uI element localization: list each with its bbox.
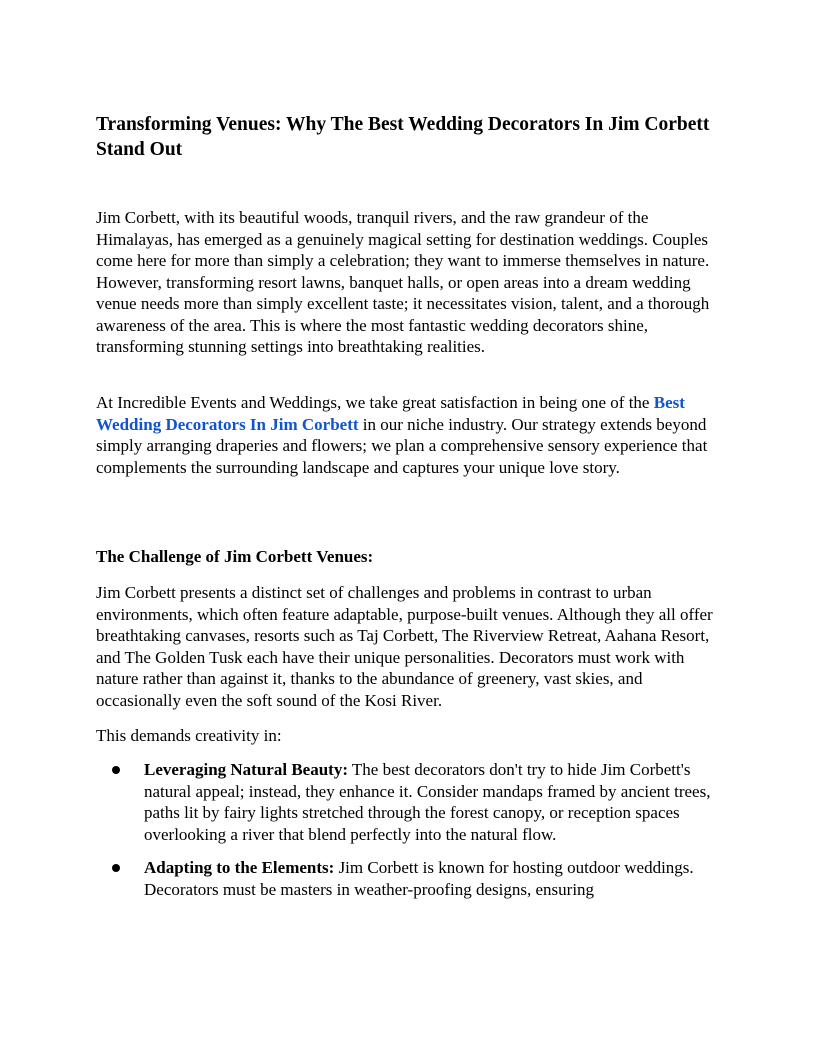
list-item-text: Jim Corbett is known for hosting outdoor weddings. Decorators must be masters in weather-proofing designs, ensuring — [144, 858, 694, 899]
company-paragraph — [96, 392, 726, 478]
bullet-dot-icon — [112, 864, 120, 872]
intro-paragraph: Jim Corbett, with its beautiful woods, tranquil rivers, and the raw grandeur of the Himalayas, has emerged as a genuinely magical setting for destination weddings. Couples come here for more than simply a celebration; they want to immerse themselves in nature. However, transforming resort lawns, banquet halls, or open areas into a dream wedding venue needs more than simply excellent taste; it necessitates vision, talent, and a thorough awareness of the area. This is where the most fantastic wedding decorators shine, transforming stunning settings into breathtaking realities. — [96, 208, 710, 356]
list-item-label: Adapting to the Elements: — [144, 858, 335, 877]
list-item-text: The best decorators don't try to hide Jim Corbett's natural appeal; instead, they enhance it. Consider mandaps framed by ancient trees, paths lit by fairy lights stretched through the forest canopy, or reception spaces overlooking a river that blend perfectly into the natural flow. — [144, 760, 711, 844]
best-wedding-decorators-link[interactable]: Best Wedding Decorators In Jim Corbett — [96, 393, 685, 434]
company-paragraph-tail: in our niche industry. Our strategy extends beyond simply arranging draperies and flowers; we plan a comprehensive sensory experience that complements the surrounding landscape and captures your unique love story. — [96, 414, 708, 477]
list-item — [96, 857, 726, 900]
company-paragraph-lead: At Incredible Events and Weddings, we take great satisfaction in being one of the — [96, 393, 654, 412]
challenge-paragraph: Jim Corbett presents a distinct set of challenges and problems in contrast to urban environments, which often feature adaptable, purpose-built venues. Although they all offer breathtaking canvases, resorts such as Taj Corbett, The Riverview Retreat, Aahana Resort, and The Golden Tusk each have their unique personalities. Decorators must work with nature rather than against it, thanks to the abundance of greenery, vast skies, and occasionally even the soft sound of the Kosi River. — [96, 583, 713, 710]
creativity-intro: This demands creativity in: — [96, 726, 282, 745]
section-heading: The Challenge of Jim Corbett Venues: — [96, 547, 374, 566]
list-item-label: Leveraging Natural Beauty: — [144, 760, 348, 779]
list-item — [96, 759, 726, 845]
document-title: Transforming Venues: Why The Best Wedding Decorators In Jim Corbett Stand Out — [96, 114, 710, 160]
bullet-dot-icon — [112, 766, 120, 774]
creativity-list — [96, 759, 726, 912]
